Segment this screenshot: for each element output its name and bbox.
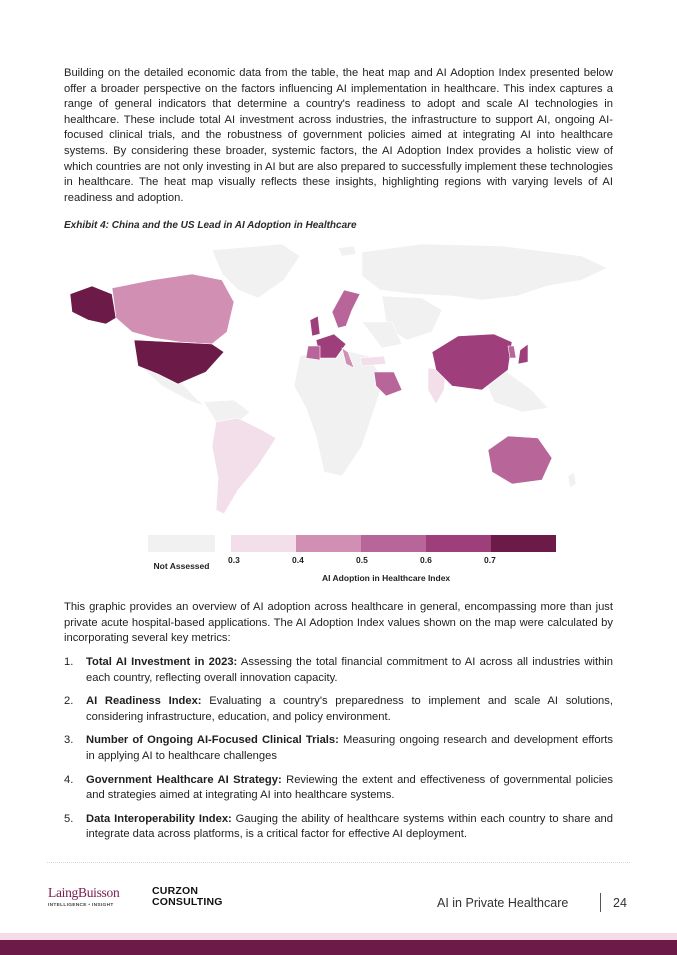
turkey-region <box>360 356 386 366</box>
logo-name: LaingBuisson <box>48 885 120 900</box>
intro-paragraph: Building on the detailed economic data from the table, the heat map and AI Adoption Index presented below offer a broader perspective on the factors influencing AI implementation in healthcare. This index captures a range of general indicators that determine a country's readiness to adopt and scale AI technologies in healthcare. These include total AI investment across industries, the infrastructure to support AI, ongoing AI-focused clinical trials, and the robustness of government policies aimed at integrating AI into healthcare systems. By considering these broader, systemic factors, the AI Adoption Index provides a holistic view of which countries are not only investing in AI but are also prepared to successfully implement these technologies in healthcare. The heat map visually reflects these insights, highlighting regions with varying levels of AI readiness and adoption. <box>64 67 613 204</box>
list-number: 1. <box>64 656 74 668</box>
world-heat-map <box>62 240 622 525</box>
logo-line-1: CURZON <box>152 885 199 897</box>
usa-region <box>134 340 224 384</box>
legend-tick: 0.6 <box>420 555 432 565</box>
list-item <box>64 694 613 725</box>
list-item <box>64 655 613 686</box>
new-zealand-region <box>568 472 576 488</box>
canada-region <box>112 274 234 344</box>
metrics-list <box>64 655 613 851</box>
overview-paragraph: This graphic provides an overview of AI adoption across healthcare in general, encompassing more than just private acute hospital-based applications. The AI Adoption Index values shown on the map were calculated by incorporating several key metrics: <box>64 601 613 645</box>
legend-title: AI Adoption in Healthcare Index <box>322 573 451 583</box>
legend-swatch-5 <box>491 535 556 552</box>
logo-line-2: CONSULTING <box>152 896 223 908</box>
legend-swatch-2 <box>296 535 361 552</box>
metric-text: Reviewing the extent and effectiveness of governmental policies and strategies aimed at integrating AI into healthcare systems. <box>86 773 613 802</box>
metric-text: Evaluating a country's preparedness to implement and scale AI solutions, considering infrastructure, education, and policy environment. <box>86 695 613 723</box>
list-item <box>64 812 613 843</box>
legend-tick: 0.7 <box>484 555 496 565</box>
metric-title: AI Readiness Index: <box>86 695 202 708</box>
list-number: 2. <box>64 695 74 708</box>
metric-title: Number of Ongoing AI-Focused Clinical Trials: <box>86 734 339 747</box>
logo-tagline: INTELLIGENCE • INSIGHT <box>48 903 114 908</box>
africa-region <box>294 348 384 476</box>
list-item <box>64 733 613 764</box>
exhibit-title: Exhibit 4: China and the US Lead in AI Adoption in Healthcare <box>64 220 357 231</box>
page-number: 24 <box>613 896 627 910</box>
legend-not-assessed-swatch <box>148 535 215 552</box>
metric-text: Assessing the total financial commitment to AI across all industries within each country, reflecting overall innovation capacity. <box>86 656 614 684</box>
metric-title: Total AI Investment in 2023: <box>86 656 238 668</box>
legend-tick: 0.3 <box>228 555 240 565</box>
japan-region <box>518 344 528 364</box>
list-number: 5. <box>64 812 74 825</box>
footer-bar-dark <box>0 940 677 955</box>
list-item <box>64 773 613 804</box>
legend-swatch-1 <box>231 535 296 552</box>
svalbard-region <box>338 246 356 256</box>
legend-tick: 0.5 <box>356 555 368 565</box>
legend-tick: 0.4 <box>292 555 304 565</box>
legend-swatch-3 <box>361 535 426 552</box>
nordics-region <box>332 290 360 328</box>
footer-divider <box>47 862 630 863</box>
spain-region <box>306 346 320 360</box>
metric-title: Government Healthcare AI Strategy: <box>86 773 282 786</box>
curzon-consulting-logo <box>152 886 223 908</box>
australia-region <box>488 436 552 484</box>
russia-region <box>362 244 607 300</box>
footer-bar-light <box>0 933 677 940</box>
legend-swatch-4 <box>426 535 491 552</box>
south-america-region <box>212 418 276 514</box>
metric-text: Measuring ongoing research and development efforts in applying AI to healthcare challenges <box>86 734 614 762</box>
alaska-region <box>70 286 116 324</box>
footer-separator <box>600 893 601 912</box>
legend-color-scale <box>231 535 556 552</box>
metric-title: Data Interoperability Index: <box>86 812 232 825</box>
laingbuisson-logo <box>48 885 119 908</box>
list-number: 3. <box>64 734 74 747</box>
list-number: 4. <box>64 773 74 786</box>
legend-not-assessed-label: Not Assessed <box>153 561 210 571</box>
footer-doc-title: AI in Private Healthcare <box>437 896 569 910</box>
uk-region <box>310 316 320 336</box>
metric-text: Gauging the ability of healthcare systems within each country to share and integrate data across platforms, is a critical factor for effective AI deployment. <box>86 812 613 841</box>
